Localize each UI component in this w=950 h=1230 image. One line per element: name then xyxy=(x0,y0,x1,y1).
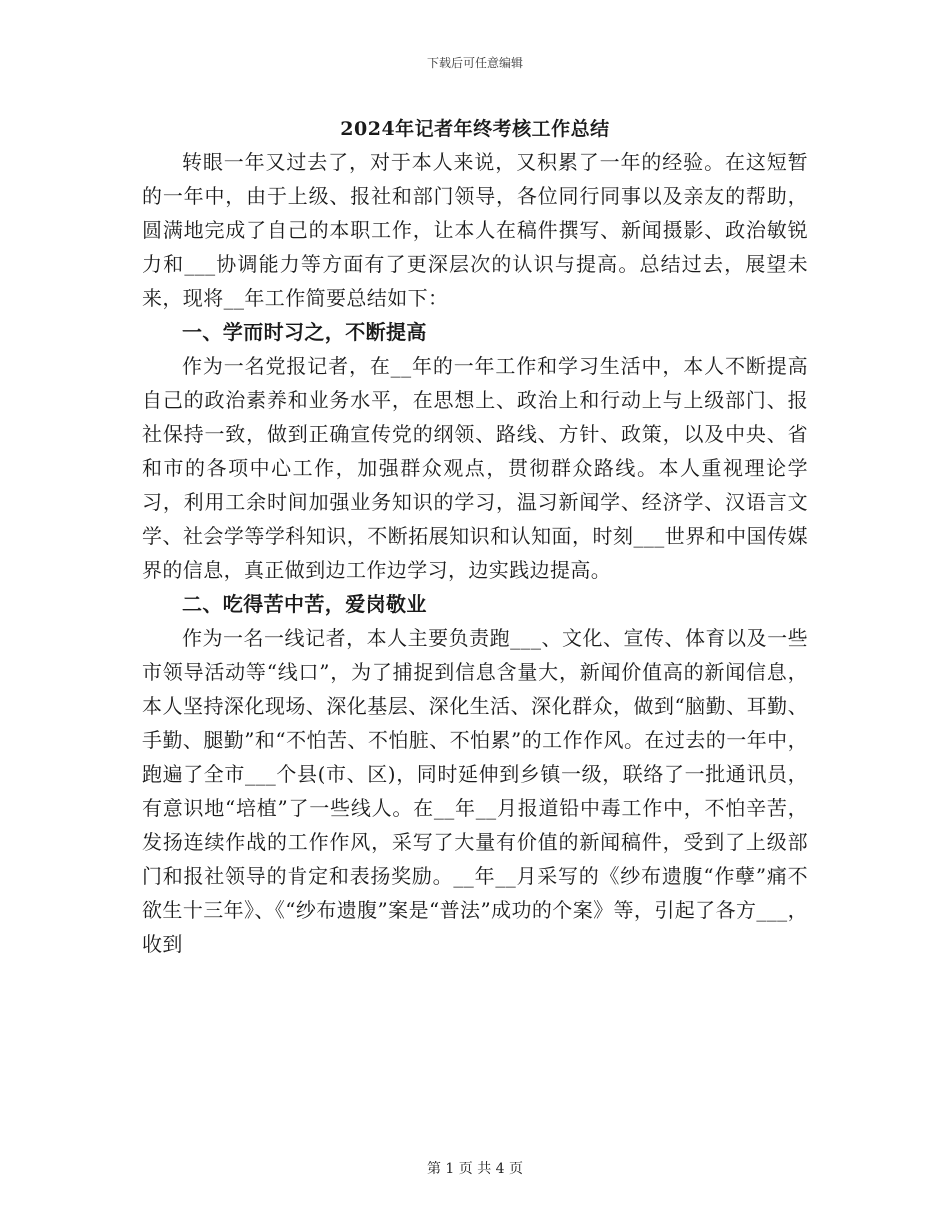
intro-paragraph: 转眼一年又过去了，对于本人来说，又积累了一年的经验。在这短暂的一年中，由于上级、报社和部门领导，各位同行同事以及亲友的帮助，圆满地完成了自己的本职工作，让本人在稿件撰写、新闻摄影、政治敏锐力和___协调能力等方面有了更深层次的认识与提高。总结过去，展望未来，现将__年工作简要总结如下： xyxy=(142,150,808,310)
section-heading-2: 二、吃得苦中苦，爱岗敬业 xyxy=(182,592,427,616)
document-body xyxy=(142,113,808,961)
document-title: 2024年记者年终考核工作总结 xyxy=(340,118,610,140)
page-number: 第 1 页 共 4 页 xyxy=(426,1161,524,1177)
section-body-2: 作为一名一线记者，本人主要负责跑___、文化、宣传、体育以及一些市领导活动等“线口”，为了捕捉到信息含量大，新闻价值高的新闻信息，本人坚持深化现场、深化基层、深化生活、深化群众，做到“脑勤、耳勤、手勤、腿勤”和“不怕苦、不怕脏、不怕累”的工作作风。在过去的一年中，跑遍了全市___个县(市、区)，同时延伸到乡镇一级，联络了一批通讯员，有意识地“培植”了一些线人。在__年__月报道铅中毒工作中，不怕辛苦，发扬连续作战的工作作风，采写了大量有价值的新闻稿件，受到了上级部门和报社领导的肯定和表扬奖励。__年__月采写的《纱布遗腹“作孽”痛不欲生十三年》、《“纱布遗腹”案是“普法”成功的个案》等，引起了各方___，收到 xyxy=(142,626,808,956)
section-body-1: 作为一名党报记者，在__年的一年工作和学习生活中，本人不断提高自己的政治素养和业务水平，在思想上、政治上和行动上与上级部门、报社保持一致，做到正确宣传党的纲领、路线、方针、政策，以及中央、省和市的各项中心工作，加强群众观点，贯彻群众路线。本人重视理论学习，利用工余时间加强业务知识的学习，温习新闻学、经济学、汉语言文学、社会学等学科知识，不断拓展知识和认知面，时刻___世界和中国传媒界的信息，真正做到边工作边学习，边实践边提高。 xyxy=(142,354,808,582)
page-header-note: 下载后可任意编辑 xyxy=(426,56,523,70)
section-heading-1: 一、学而时习之，不断提高 xyxy=(182,320,427,344)
